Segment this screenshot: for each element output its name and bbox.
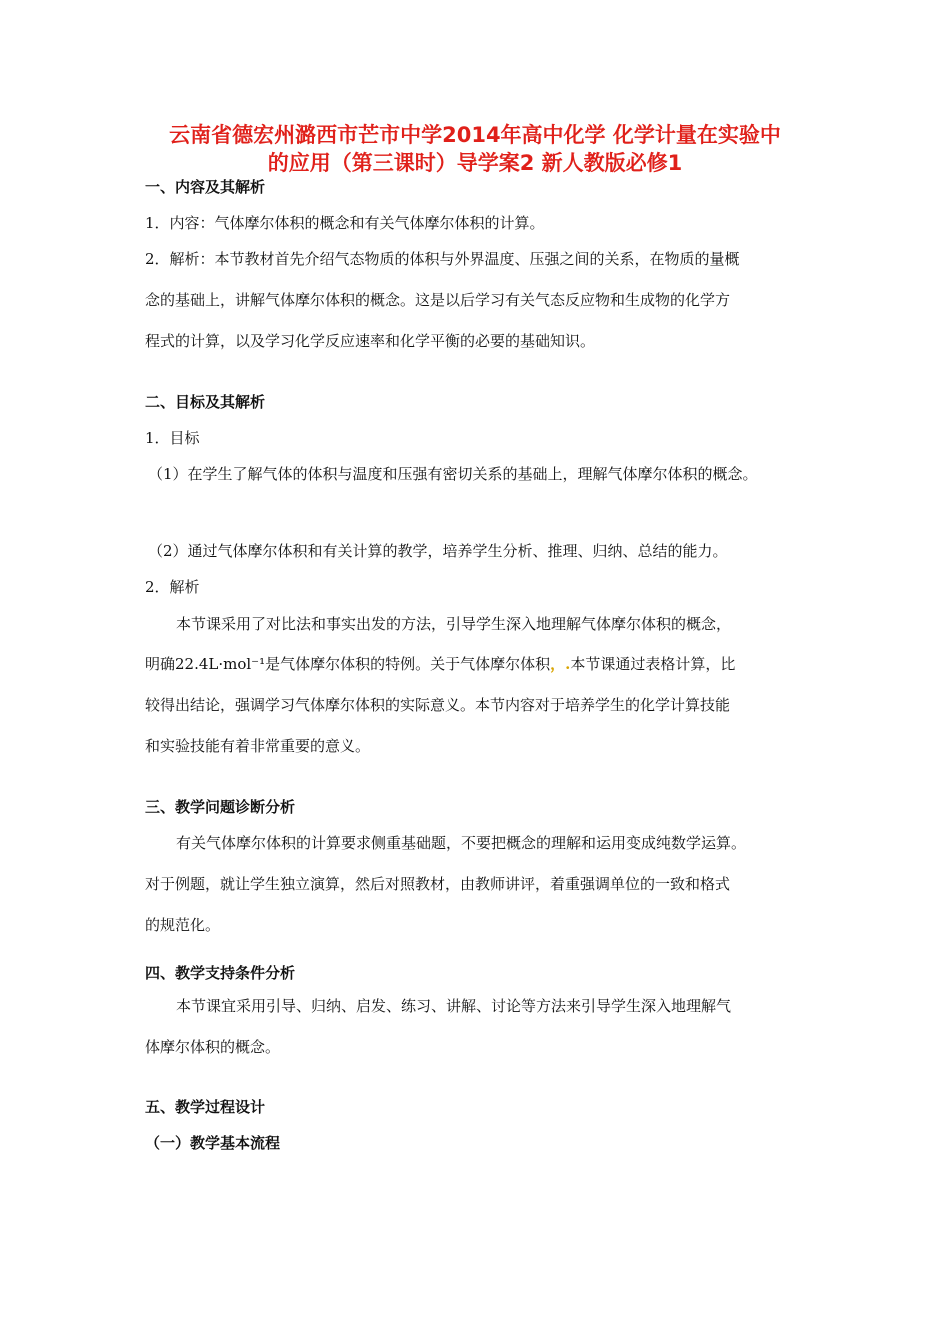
section-heading-content: 一、内容及其解析 bbox=[145, 178, 266, 196]
section-heading-diagnosis: 三、教学问题诊断分析 bbox=[145, 798, 296, 816]
section-heading-process: 五、教学过程设计 bbox=[145, 1098, 266, 1116]
goal-analysis-line-3: 较得出结论，强调学习气体摩尔体积的实际意义。本节内容对于培养学生的化学计算技能 bbox=[145, 696, 731, 714]
section-heading-support: 四、教学支持条件分析 bbox=[145, 964, 296, 982]
diagnosis-line-1: 有关气体摩尔体积的计算要求侧重基础题，不要把概念的理解和运用变成纯数学运算。 bbox=[176, 834, 747, 852]
goal-analysis-label: 2．解析 bbox=[145, 578, 200, 596]
goal-item-1: （1）在学生了解气体的体积与温度和压强有密切关系的基础上，理解气体摩尔体积的概念。 bbox=[148, 465, 758, 483]
analysis-paragraph-line-1: 2．解析：本节教材首先介绍气态物质的体积与外界温度、压强之间的关系，在物质的量概 bbox=[145, 250, 740, 268]
diagnosis-line-3: 的规范化。 bbox=[145, 916, 221, 934]
analysis-paragraph-line-2: 念的基础上，讲解气体摩尔体积的概念。这是以后学习有关气态反应物和生成物的化学方 bbox=[145, 291, 731, 309]
document-title-line-2: 的应用（第三课时）导学案2 新人教版必修1 bbox=[267, 151, 683, 175]
goal-label: 1．目标 bbox=[145, 429, 200, 447]
goal-analysis-line-2-end: 本节课通过表格计算，比 bbox=[570, 655, 736, 673]
goal-item-2: （2）通过气体摩尔体积和有关计算的教学，培养学生分析、推理、归纳、总结的能力。 bbox=[148, 542, 728, 560]
support-line-1: 本节课宜采用引导、归纳、启发、练习、讲解、讨论等方法来引导学生深入地理解气 bbox=[176, 997, 732, 1015]
stray-mark: ，. bbox=[550, 655, 571, 673]
document-title-line-1: 云南省德宏州潞西市芒市中学2014年高中化学 化学计量在实验中 bbox=[169, 123, 781, 147]
diagnosis-line-2: 对于例题，就让学生独立演算，然后对照教材，由教师讲评，着重强调单位的一致和格式 bbox=[145, 875, 731, 893]
goal-analysis-line-2 bbox=[145, 653, 735, 675]
subsection-heading-flow: （一）教学基本流程 bbox=[145, 1134, 281, 1152]
goal-analysis-line-2-start: 明确22.4L·mol⁻¹是气体摩尔体积的特例。关于气体摩尔体积 bbox=[145, 655, 551, 673]
goal-analysis-line-1: 本节课采用了对比法和事实出发的方法，引导学生深入地理解气体摩尔体积的概念， bbox=[176, 615, 732, 633]
content-paragraph: 1．内容：气体摩尔体积的概念和有关气体摩尔体积的计算。 bbox=[145, 214, 545, 232]
analysis-paragraph-line-3: 程式的计算，以及学习化学反应速率和化学平衡的必要的基础知识。 bbox=[145, 332, 596, 350]
section-heading-goals: 二、目标及其解析 bbox=[145, 393, 266, 411]
support-line-2: 体摩尔体积的概念。 bbox=[145, 1038, 281, 1056]
goal-analysis-line-4: 和实验技能有着非常重要的意义。 bbox=[145, 737, 371, 755]
